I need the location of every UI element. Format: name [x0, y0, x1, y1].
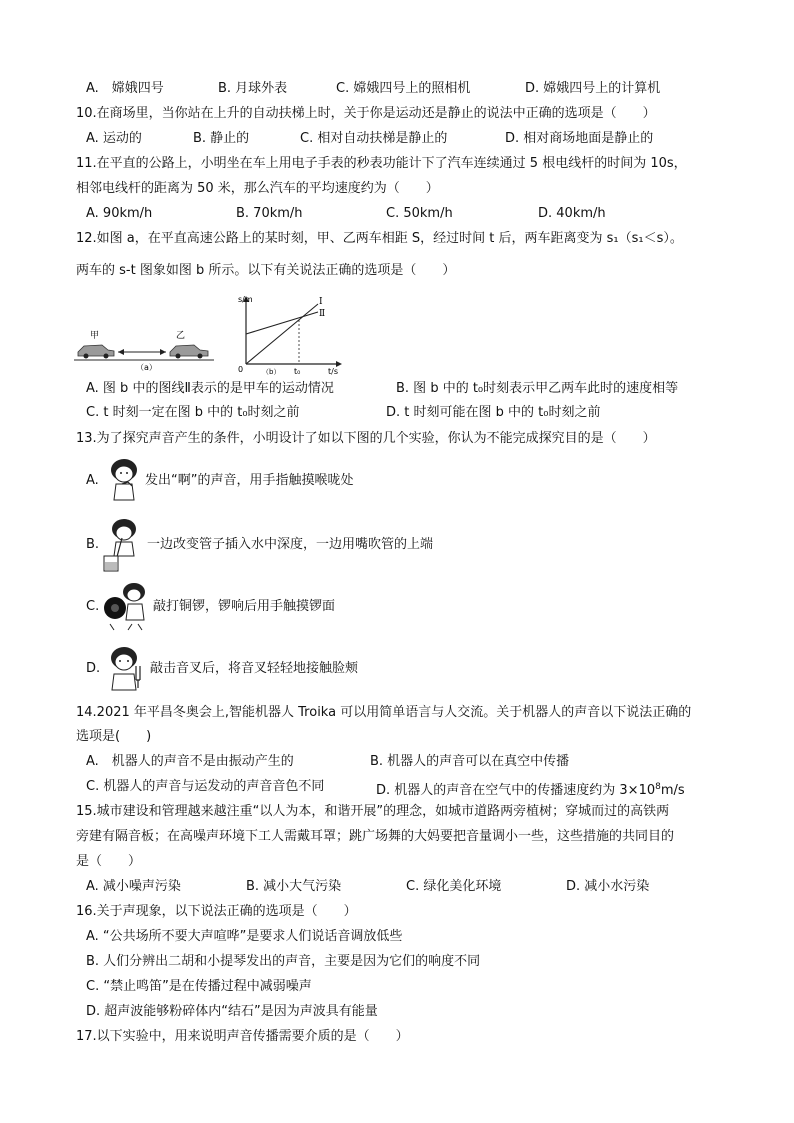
q14-option-b: B. 机器人的声音可以在真空中传播: [370, 754, 570, 769]
q13-option-c-text: 敲打铜锣，锣响后用手触摸锣面: [153, 599, 336, 614]
q15-stem-line1: 15.城市建设和管理越来越注重“以人为本，和谐开展”的理念，如城市道路两旁植树；穿城而过的高铁两: [76, 804, 670, 819]
q15-option-a: A. 减小噪声污染: [86, 879, 181, 894]
child-tuning-fork-icon: [102, 644, 148, 692]
q10-option-d: D. 相对商场地面是静止的: [505, 131, 654, 146]
q12-figure-a: [74, 326, 214, 372]
line-II-label: Ⅱ: [319, 309, 326, 319]
q11-stem-line2: 相邻电线杆的距离为 50 米，那么汽车的平均速度约为（ ）: [76, 181, 439, 196]
q14-stem-line2: 选项是( ): [76, 729, 152, 744]
graph-line-I: [246, 304, 318, 364]
q14-option-a: A. 机器人的声音不是由振动产生的: [86, 754, 294, 769]
q13-option-c-letter: C.: [86, 599, 100, 614]
q10-option-b: B. 静止的: [193, 131, 250, 146]
q17-stem: 17.以下实验中，用来说明声音传播需要介质的是（ ）: [76, 1029, 409, 1044]
q12-option-a: A. 图 b 中的图线Ⅱ表示的是甲车的运动情况: [86, 381, 334, 396]
car-yi-icon: [170, 345, 208, 356]
q9-option-b: B. 月球外表: [218, 81, 288, 96]
q13-option-a-letter: A.: [86, 473, 99, 488]
q11-option-c: C. 50km/h: [386, 206, 453, 221]
q14-option-d: D. 机器人的声音在空气中的传播速度约为 $3\times 10^8m/s$: [376, 782, 685, 798]
car-yi-label: 乙: [176, 331, 186, 341]
q11-option-b: B. 70km/h: [236, 206, 303, 221]
q16-option-a: A. “公共场所不要大声喧哗”是要求人们说话音调放低些: [86, 929, 403, 944]
q10-stem: 10.在商场里，当你站在上升的自动扶梯上时，关于你是运动还是静止的说法中正确的选项是（ ）: [76, 106, 656, 121]
q15-option-d: D. 减小水污染: [566, 879, 650, 894]
t0-label: t₀: [294, 367, 301, 376]
q9-option-c: C. 嫦娥四号上的照相机: [336, 81, 471, 96]
q16-stem: 16.关于声现象，以下说法正确的选项是（ ）: [76, 904, 357, 919]
fig-b-label: （b）: [262, 368, 281, 376]
q16-option-d: D. 超声波能够粉碎体内“结石”是因为声波具有能量: [86, 1004, 378, 1019]
child-throat-icon: [102, 456, 146, 502]
tuning-fork-icon: [136, 666, 140, 688]
q12-stem-line1: 12.如图 a，在平直高速公路上的某时刻，甲、乙两车相距 S，经过时间 t 后，两车距离变为 s₁（s₁＜s）。: [76, 231, 683, 246]
origin-label: 0: [238, 365, 244, 374]
q12-figure-b: [232, 292, 352, 376]
line-I-label: Ⅰ: [319, 297, 323, 307]
q13-stem: 13.为了探究声音产生的条件，小明设计了如以下图的几个实验，你认为不能完成探究目的是（ ）: [76, 431, 656, 446]
q13-option-a-text: 发出“啊”的声音，用手指触摸喉咙处: [145, 473, 354, 488]
q15-option-b: B. 减小大气污染: [246, 879, 342, 894]
child-gong-icon: [102, 580, 152, 632]
q9-option-a: A. 嫦娥四号: [86, 81, 164, 96]
q14-stem-line1: 14.2021 年平昌冬奥会上,智能机器人 Troika 可以用简单语言与人交流。关于机器人的声音以下说法正确的: [76, 705, 692, 720]
q12-option-b: B. 图 b 中的 t₀时刻表示甲乙两车此时的速度相等: [396, 381, 679, 396]
q15-stem-line3: 是（ ）: [76, 854, 142, 869]
q10-option-c: C. 相对自动扶梯是静止的: [300, 131, 448, 146]
q12-option-c: C. t 时刻一定在图 b 中的 t₀时刻之前: [86, 405, 300, 420]
car-jia-icon: [78, 345, 114, 356]
child-blowing-tube-icon: [100, 516, 146, 572]
q13-option-b-letter: B.: [86, 537, 100, 552]
axis-t-label: t/s: [328, 367, 338, 376]
q16-option-b: B. 人们分辨出二胡和小提琴发出的声音，主要是因为它们的响度不同: [86, 954, 481, 969]
car-jia-label: 甲: [90, 331, 100, 341]
q14-option-c: C. 机器人的声音与运发动的声音音色不同: [86, 779, 325, 794]
fig-a-label: （a）: [136, 363, 157, 372]
q15-option-c: C. 绿化美化环境: [406, 879, 502, 894]
q13-option-b-text: 一边改变管子插入水中深度，一边用嘴吹管的上端: [147, 537, 434, 552]
q15-stem-line2: 旁建有隔音板；在高噪声环境下工人需戴耳罩；跳广场舞的大妈要把音量调小一些，这些措施的共同目的: [76, 829, 675, 844]
axis-s-label: s/m: [238, 295, 253, 304]
q11-option-d: D. 40km/h: [538, 206, 606, 221]
q11-stem-line1: 11.在平直的公路上，小明坐在车上用电子手表的秒表功能计下了汽车连续通过 5 根电线杆的时间为 10s，: [76, 156, 687, 171]
q10-option-a: A. 运动的: [86, 131, 142, 146]
q12-stem-line2: 两车的 s-t 图象如图 b 所示。以下有关说法正确的选项是（ ）: [76, 263, 456, 278]
q13-option-d-text: 敲击音叉后，将音叉轻轻地接触脸颊: [150, 661, 359, 676]
graph-line-II: [246, 312, 318, 334]
q13-option-d-letter: D.: [86, 661, 101, 676]
q12-option-d: D. t 时刻可能在图 b 中的 t₀时刻之前: [386, 405, 601, 420]
q16-option-c: C. “禁止鸣笛”是在传播过程中减弱噪声: [86, 979, 312, 994]
q9-option-d: D. 嫦娥四号上的计算机: [525, 81, 661, 96]
q11-option-a: A. 90km/h: [86, 206, 153, 221]
